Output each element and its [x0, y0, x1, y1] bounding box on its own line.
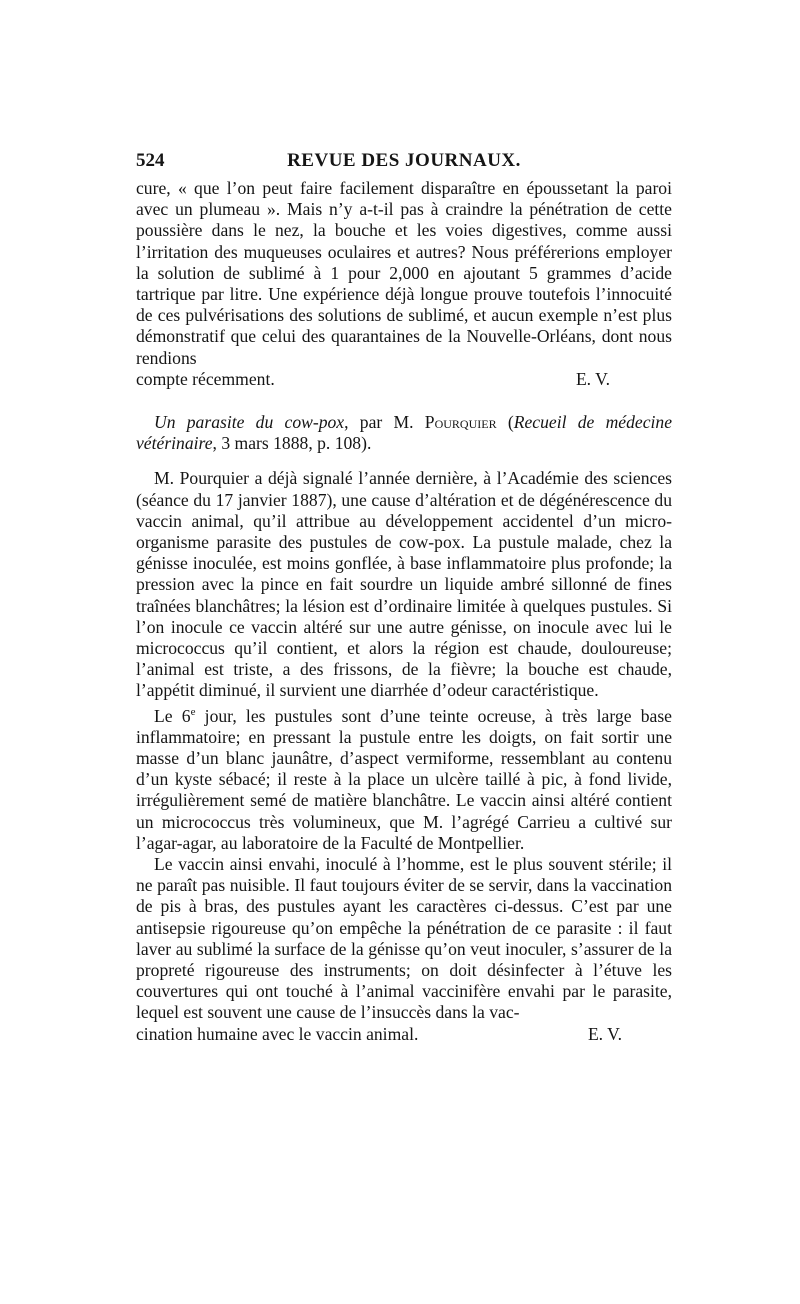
first-article-last-line: compte récemment.: [136, 368, 275, 389]
article-source-details: , 3 mars 1888, p. 108).: [212, 433, 372, 454]
first-article-closing: [136, 369, 672, 390]
paragraph-2-rest: jour, les pustules sont d’une teinte ocreuse, à très large base inflammatoire; en pressant la pustule entre les doigts, on fait sortir une masse d’un blanc jaunâtre, d’aspect vermiforme, ressemblant au contenu d’un kyste sébacé; il reste à la place un ulcère taillé à pic, à fond livide, irrégulièrement semé de matière blanchâtre. Le vaccin ainsi altéré contient un micrococcus très volumineux, que M. l’agrégé Carrieu a cultivé sur l’agar-agar, au laboratoire de la Faculté de Montpellier.: [136, 705, 672, 853]
second-article-last-line: cination humaine avec le vaccin animal.: [136, 1023, 419, 1044]
article-title: [136, 412, 672, 454]
paragraph-3: Le vaccin ainsi envahi, inoculé à l’homme, est le plus souvent stérile; il ne paraît pas nuisible. Il faut toujours éviter de se servir, dans la vaccination de pis à bras, des pustules ayant les caractères ci-dessus. C’est par une antisepsie rigoureuse qu’on empêche la pénétration de ce parasite : il faut laver au sublimé la surface de la génisse qu’on veut inoculer, s’assurer de la propreté rigoureuse des instruments; on doit désinfecter à l’étuve les couvertures qui ont touché à l’animal vaccinifère envahi par le parasite, lequel est souvent une cause de l’insuccès dans la vac-: [136, 853, 672, 1023]
first-article-signature: E. V.: [575, 368, 610, 389]
article-source-title: Recueil de médecine vétérinaire: [136, 412, 672, 454]
article-title-text: Un parasite du cow-pox: [154, 412, 345, 433]
paragraph-1: M. Pourquier a déjà signalé l’année dernière, à l’Académie des sciences (séance du 17 janvier 1887), une cause d’altération et de dégénérescence du vaccin animal, qu’il attribue au développement accidentel d’un micro-organisme parasite des pustules de cow-pox. La pustule malade, chez la génisse inoculée, est moins gonflée, à base inflammatoire plus profonde; la pression avec la pince en fait sourdre un liquide ambré sillonné de fines traînées blanchâtres; la lésion est d’ordinaire limitée à quelques pustules. Si l’on inocule ce vaccin altéré sur une autre génisse, on inocule avec lui le micrococcus qu’il contient, et alors la région est chaude, douloureuse; l’animal est triste, a des frissons, de la fièvre; la bouche est chaude, l’appétit diminué, il survient une diarrhée d’odeur caractéristique.: [136, 468, 672, 701]
page-header: [136, 150, 672, 178]
page: [136, 150, 672, 1045]
paragraph-2: [136, 702, 672, 854]
second-article-signature: E. V.: [587, 1023, 622, 1044]
page-number: 524: [136, 150, 165, 171]
second-article-closing: [136, 1024, 672, 1045]
article-source-open: (: [496, 412, 514, 433]
paragraph-2-start: Le 6: [154, 705, 191, 726]
article-author: Pourquier: [424, 412, 497, 433]
article-by: , par M.: [344, 412, 425, 433]
paragraph-2-superscript: e: [190, 705, 196, 718]
first-article-body: cure, « que l’on peut faire facilement disparaître en époussetant la paroi avec un plumeau ». Mais n’y a-t-il pas à craindre la pénétration de cette poussière dans le nez, la bouche et les voies digestives, comme aussi l’irritation des muqueuses oculaires et autres? Nous préférerions employer la solution de sublimé à 1 pour 2,000 en ajoutant 5 grammes d’acide tartrique par litre. Une expérience déjà longue prouve toutefois l’innocuité de ces pulvérisations des solutions de sublimé, et aucun exemple n’est plus démonstratif que celui des quarantaines de la Nouvelle-Orléans, dont nous rendions: [136, 178, 672, 368]
running-head: REVUE DES JOURNAUX.: [287, 150, 521, 171]
